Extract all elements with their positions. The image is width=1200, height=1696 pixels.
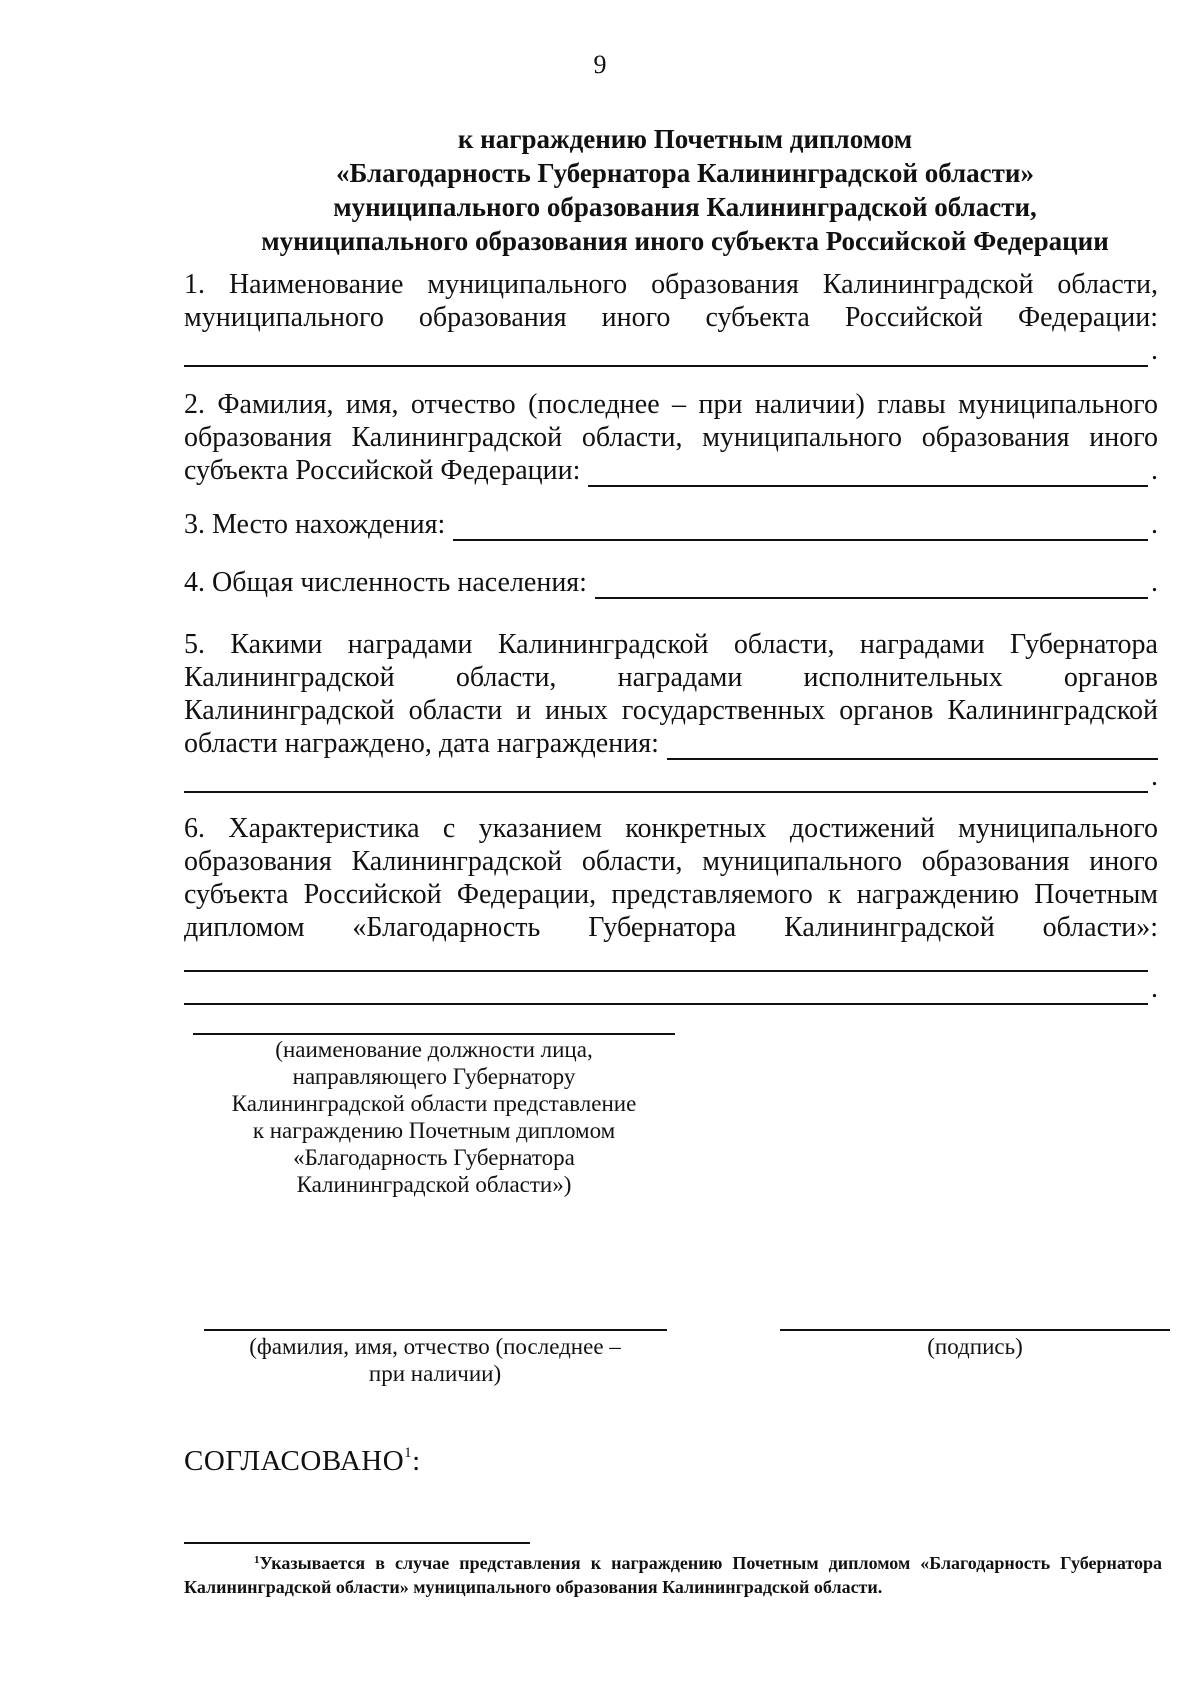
item-6-field-row (184, 944, 1158, 972)
item-6-text: субъекта Российской Федерации, представляемого к награждению Почетным (184, 879, 1158, 910)
caption-line: направляющего Губернатору (292, 1064, 576, 1089)
period: . (1151, 509, 1158, 540)
title-line: муниципального образования Калининградской области, (333, 192, 1037, 222)
period: . (1151, 973, 1158, 1004)
footnote-ref[interactable]: 1 (404, 1445, 413, 1461)
document-title (150, 122, 1200, 258)
footnote-text: Указывается в случае представления к награждению Почетным дипломом «Благодарность Губернатора (259, 1553, 1162, 1573)
item-3-blank-field[interactable] (453, 513, 1148, 541)
item-2-head-name (184, 388, 1158, 487)
item-4-field-row (184, 566, 1158, 599)
item-6-blank-field[interactable] (184, 944, 1148, 972)
name-caption (200, 1333, 670, 1387)
period: . (1151, 567, 1158, 598)
item-6-text: образования Калининградской области, муниципального образования иного (184, 846, 1158, 877)
item-2-text: 2. Фамилия, имя, отчество (последнее – при наличии) главы муниципального (184, 389, 1158, 420)
footnote-line (184, 1548, 1162, 1575)
item-3-field-row (184, 508, 1158, 541)
item-5-text: области награждено, дата награждения: (184, 728, 659, 759)
title-line: «Благодарность Губернатора Калининградской области» (336, 158, 1034, 188)
item-5-blank-field[interactable] (667, 732, 1158, 760)
item-1-field-row (184, 334, 1158, 367)
title-line: к награждению Почетным дипломом (457, 124, 913, 154)
title-line: муниципального образования иного субъекта Российской Федерации (261, 226, 1109, 256)
item-5-text: Калининградской области и иных государственных органов Калининградской (184, 695, 1158, 726)
item-2-field-row (184, 454, 1158, 487)
period: . (1151, 335, 1158, 366)
footnote-rule (184, 1542, 530, 1544)
item-5-text: Калининградской области, наградами исполнительных органов (184, 662, 1158, 693)
footnote (184, 1548, 1162, 1599)
position-signature-line[interactable] (193, 1033, 675, 1035)
caption-line: «Благодарность Губернатора (293, 1145, 575, 1170)
item-5-awards (184, 628, 1158, 793)
item-5-text: 5. Какими наградами Калининградской области, наградами Губернатора (184, 629, 1158, 660)
period: . (1151, 455, 1158, 486)
agreed-label (184, 1445, 421, 1478)
page-number: 9 (593, 50, 607, 79)
item-1-text: 1. Наименование муниципального образования Калининградской области, (184, 269, 1158, 300)
caption-line: к награждению Почетным дипломом (252, 1118, 616, 1143)
item-5-field-row-2 (184, 760, 1158, 793)
caption-line: при наличии) (368, 1361, 502, 1386)
item-6-text: 6. Характеристика с указанием конкретных достижений муниципального (184, 813, 1158, 844)
item-2-blank-field[interactable] (588, 459, 1148, 487)
caption-line: (подпись) (927, 1334, 1023, 1359)
item-4-population (184, 566, 1158, 599)
item-6-field-row-2 (184, 972, 1158, 1005)
item-2-text: субъекта Российской Федерации: (184, 455, 581, 486)
name-signature-line[interactable] (204, 1329, 667, 1331)
item-6-characteristics (184, 812, 1158, 1005)
item-1-municipality-name (184, 268, 1158, 367)
signature-caption (780, 1333, 1170, 1360)
item-3-location (184, 508, 1158, 541)
item-5-field-row (184, 727, 1158, 760)
caption-line: (наименование должности лица, (275, 1037, 593, 1062)
signature-line[interactable] (780, 1329, 1170, 1331)
agreed-text: СОГЛАСОВАНО (184, 1445, 405, 1477)
item-4-text: 4. Общая численность населения: (184, 567, 587, 598)
item-6-blank-field-2[interactable] (184, 977, 1148, 1005)
caption-line: Калининградской области представление (231, 1091, 637, 1116)
item-5-blank-field-2[interactable] (184, 765, 1148, 793)
footnote-mark: 1 (254, 1554, 260, 1566)
position-caption (190, 1036, 678, 1198)
item-1-blank-field[interactable] (184, 339, 1148, 367)
item-3-text: 3. Место нахождения: (184, 509, 446, 540)
agreed-colon: : (412, 1445, 421, 1477)
item-1-text: муниципального образования иного субъекта Российской Федерации: (184, 302, 1158, 333)
period: . (1151, 761, 1158, 792)
caption-line: (фамилия, имя, отчество (последнее – (249, 1334, 621, 1359)
item-6-text: дипломом «Благодарность Губернатора Калининградской области»: (184, 912, 1158, 943)
footnote-line: Калининградской области» муниципального образования Калининградской области. (184, 1577, 883, 1597)
caption-line: Калининградской области») (296, 1172, 572, 1197)
item-2-text: образования Калининградской области, муниципального образования иного (184, 422, 1158, 453)
item-4-blank-field[interactable] (595, 571, 1148, 599)
